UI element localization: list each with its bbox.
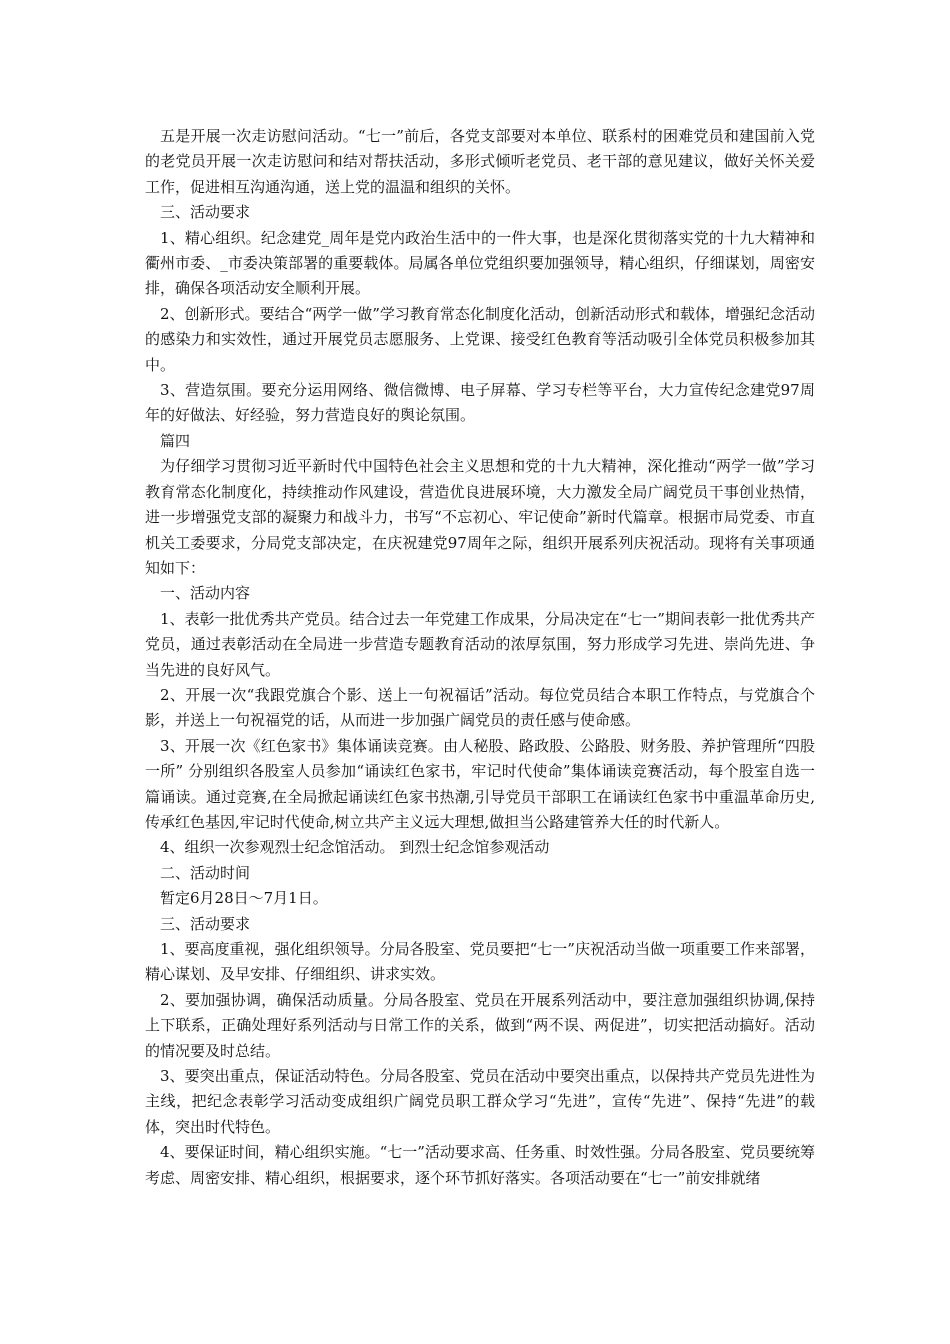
section-heading-content: 一、活动内容 <box>160 584 251 603</box>
paragraph-content-3: 3、开展一次《红色家书》集体诵读竞赛。由人秘股、路政股、公路股、财务股、养护管理所“四股一所” 分别组织各股室人员参加“诵读红色家书，牢记时代使命”集体诵读竞赛活动，每个股室自选一篇诵读。通过竞赛,在全局掀起诵读红色家书热潮,引导党员干部职工在诵读红色家书中重温革命历史,传承红色基因,牢记时代使命,树立共产主义远大理想,做担当公路建管养大任的时代新人。 <box>145 736 815 831</box>
section-heading-requirements: 三、活动要求 <box>160 203 251 222</box>
paragraph-content-4: 4、组织一次参观烈士纪念馆活动。 到烈士纪念馆参观活动 <box>160 838 550 857</box>
paragraph-final-requirement-1: 1、要高度重视，强化组织领导。分局各股室、党员要把“七一”庆祝活动当做一项重要工作来部署，精心谋划、及早安排、仔细组织、讲求实效。 <box>145 940 815 984</box>
paragraph-requirement-3: 3、营造氛围。要充分运用网络、微信微博、电子屏幕、学习专栏等平台，大力宣传纪念建党97周年的好做法、好经验，努力营造良好的舆论氛围。 <box>145 381 815 425</box>
section-heading-requirements-2: 三、活动要求 <box>160 914 251 933</box>
paragraph-requirement-2: 2、创新形式。要结合“两学一做”学习教育常态化制度化活动，创新活动形式和载体，增强纪念活动的感染力和实效性，通过开展党员志愿服务、上党课、接受红色教育等活动吸引全体党员积极参加其中。 <box>145 304 815 374</box>
paragraph-content-2: 2、开展一次“我跟党旗合个影、送上一句祝福话”活动。每位党员结合本职工作特点，与党旗合个影，并送上一句祝福党的话，从而进一步加强广阔党员的责任感与使命感。 <box>145 685 815 730</box>
paragraph-content-1: 1、表彰一批优秀共产党员。结合过去一年党建工作成果，分局决定在“七一”期间表彰一批优秀共产党员，通过表彰活动在全局进一步营造专题教育活动的浓厚氛围，努力形成学习先进、崇尚先进、争当先进的良好风气。 <box>145 609 815 679</box>
paragraph-final-requirement-3: 3、要突出重点，保证活动特色。分局各股室、党员在活动中要突出重点，以保持共产党员先进性为主线，把纪念表彰学习活动变成组织广阔党员职工群众学习“先进”，宣传“先进”、保持“先进”的载体，突出时代特色。 <box>145 1067 815 1136</box>
paragraph-requirement-1: 1、精心组织。纪念建党_周年是党内政治生活中的一件大事，也是深化贯彻落实党的十九大精神和衢州市委、_市委决策部署的重要载体。局属各单位党组织要加强领导，精心组织，仔细谋划，周密安排，确保各项活动安全顺利开展。 <box>145 228 815 298</box>
document-body <box>145 124 815 1191</box>
section-heading-part-four: 篇四 <box>160 431 191 450</box>
paragraph-final-requirement-2: 2、要加强协调，确保活动质量。分局各股室、党员在开展系列活动中，要注意加强组织协调,保持上下联系，正确处理好系列活动与日常工作的关系，做到“两不误、两促进”，切实把活动搞好。活动的情况要及时总结。 <box>145 990 815 1060</box>
paragraph-final-requirement-4: 4、要保证时间，精心组织实施。“七一”活动要求高、任务重、时效性强。分局各股室、党员要统筹考虑、周密安排、精心组织，根据要求，逐个环节抓好落实。各项活动要在“七一”前安排就绪 <box>145 1143 815 1187</box>
paragraph-intro: 为仔细学习贯彻习近平新时代中国特色社会主义思想和党的十九大精神，深化推动“两学一做”学习教育常态化制度化，持续推动作风建设，营造优良进展环境，大力激发全局广阔党员干事创业热情，进一步增强党支部的凝聚力和战斗力，书写“不忘初心、牢记使命”新时代篇章。根据市局党委、市直机关工委要求，分局党支部决定，在庆祝建党97周年之际，组织开展系列庆祝活动。现将有关事项通知如下： <box>145 457 815 577</box>
paragraph-visit-activity: 五是开展一次走访慰问活动。“七一”前后，各党支部要对本单位、联系村的困难党员和建国前入党的老党员开展一次走访慰问和结对帮扶活动，多形式倾听老党员、老干部的意见建议，做好关怀关爱工作，促进相互沟通沟通，送上党的温温和组织的关怀。 <box>145 127 815 196</box>
paragraph-time: 暂定6月28日～7月1日。 <box>160 889 328 908</box>
section-heading-time: 二、活动时间 <box>160 863 251 882</box>
